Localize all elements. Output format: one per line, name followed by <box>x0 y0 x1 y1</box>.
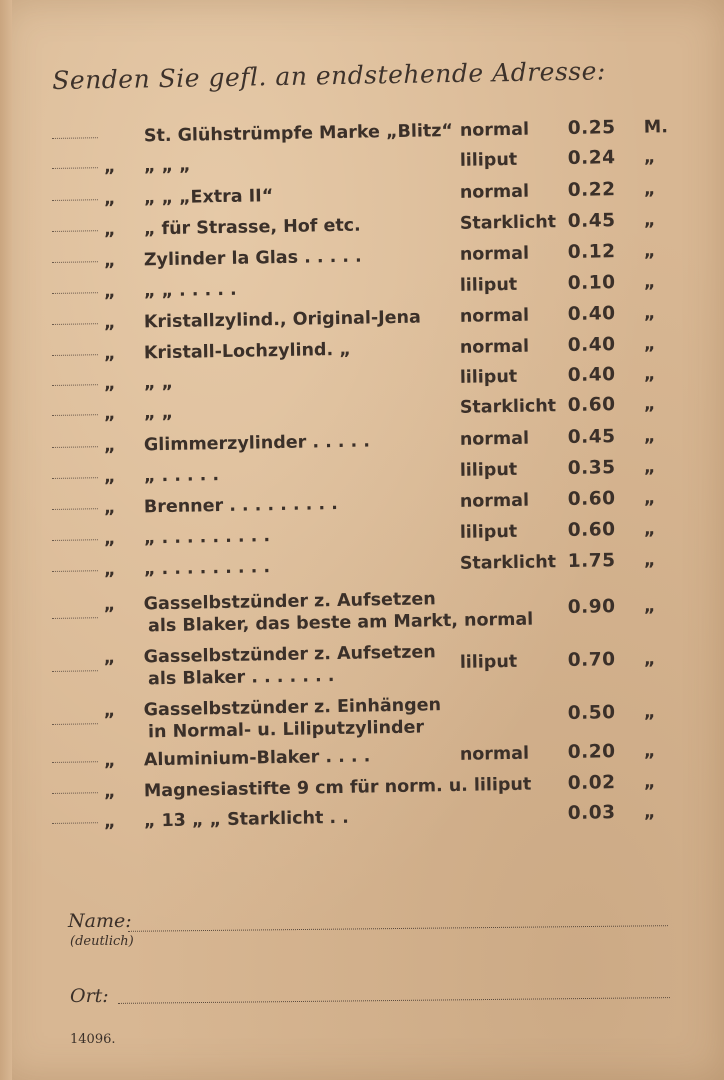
ditto-mark: „ <box>103 435 116 457</box>
item-variant: normal <box>459 243 530 265</box>
item-price: 0.24 <box>567 147 616 169</box>
price-unit: „ <box>643 702 656 723</box>
item-description: „ für Strasse, Hof etc. <box>143 215 361 240</box>
item-description: Glimmerzylinder . . . . . <box>143 431 371 456</box>
item-price: 0.70 <box>567 649 616 671</box>
ditto-mark: „ <box>103 188 116 210</box>
ditto-mark: „ <box>103 312 116 334</box>
ditto-mark: „ <box>103 373 116 395</box>
item-variant: liliput <box>459 651 518 673</box>
item-variant: Starklicht <box>459 552 557 574</box>
ditto-mark: „ <box>103 528 116 550</box>
card-edge <box>0 0 12 1080</box>
item-description-continued: als Blaker . . . . . . . <box>147 666 335 690</box>
item-description-continued: in Normal- u. Liliputzylinder <box>147 717 425 743</box>
item-description: „ . . . . . . . . . <box>143 526 271 549</box>
item-description: St. Glühstrümpfe Marke „Blitz“ <box>143 121 454 147</box>
quantity-field[interactable] <box>52 230 98 232</box>
item-variant: Starklicht <box>459 396 557 418</box>
quantity-field[interactable] <box>52 414 98 416</box>
item-price: 0.22 <box>567 179 616 201</box>
price-unit: M. <box>643 117 669 138</box>
item-variant: Starklicht <box>459 212 557 234</box>
item-price: 0.12 <box>567 241 616 263</box>
quantity-field[interactable] <box>52 167 98 169</box>
quantity-field[interactable] <box>52 292 98 294</box>
price-unit: „ <box>643 334 656 355</box>
quantity-field[interactable] <box>52 670 98 672</box>
ditto-mark: „ <box>103 343 116 365</box>
item-variant: liliput <box>459 366 518 388</box>
item-description: Gasselbstzünder z. Einhängen <box>143 695 442 721</box>
ditto-mark: „ <box>103 156 116 178</box>
price-unit: „ <box>643 303 656 324</box>
item-description: „ „ „Extra II“ <box>143 186 274 209</box>
item-price: 0.60 <box>567 394 616 416</box>
order-row <box>52 638 673 701</box>
quantity-field[interactable] <box>52 508 98 510</box>
item-variant: normal <box>459 428 530 450</box>
price-unit: „ <box>643 649 656 670</box>
order-row <box>52 585 673 648</box>
name-label: Name: <box>68 910 132 932</box>
item-price: 0.40 <box>567 334 616 356</box>
item-description: Gasselbstzünder z. Aufsetzen <box>143 642 436 668</box>
price-unit: „ <box>643 519 656 540</box>
item-variant: liliput <box>459 149 518 171</box>
price-unit: „ <box>643 272 656 293</box>
price-unit: „ <box>643 147 656 168</box>
item-description: Kristall-Lochzylind. „ <box>143 339 351 364</box>
quantity-field[interactable] <box>52 539 98 541</box>
quantity-field[interactable] <box>52 384 98 386</box>
ditto-mark: „ <box>103 559 116 581</box>
item-price: 0.02 <box>567 772 616 794</box>
place-field[interactable] <box>118 997 670 1004</box>
item-variant: normal <box>459 743 530 765</box>
price-unit: „ <box>643 364 656 385</box>
item-description: „ . . . . . . . . . <box>143 557 271 580</box>
ditto-mark: „ <box>103 700 116 722</box>
price-unit: „ <box>643 488 656 509</box>
price-unit: „ <box>643 241 656 262</box>
item-price: 0.40 <box>567 364 616 386</box>
quantity-field[interactable] <box>52 137 98 139</box>
ditto-mark: „ <box>103 466 116 488</box>
item-variant: normal <box>459 336 530 358</box>
item-price: 0.45 <box>567 210 616 232</box>
item-price: 0.45 <box>567 426 616 448</box>
quantity-field[interactable] <box>52 792 98 794</box>
quantity-field[interactable] <box>52 723 98 725</box>
quantity-field[interactable] <box>52 477 98 479</box>
quantity-field[interactable] <box>52 617 98 619</box>
quantity-field[interactable] <box>52 261 98 263</box>
price-unit: „ <box>643 179 656 200</box>
item-price: 0.20 <box>567 741 616 763</box>
quantity-field[interactable] <box>52 323 98 325</box>
item-price: 0.25 <box>567 117 616 139</box>
ditto-mark: „ <box>103 403 116 425</box>
item-variant: normal <box>459 181 530 203</box>
item-description: „ 13 „ „ Starklicht . . <box>143 807 349 832</box>
quantity-field[interactable] <box>52 354 98 356</box>
item-price: 0.60 <box>567 488 616 510</box>
item-description: Kristallzylind., Original-Jena <box>143 307 421 333</box>
item-price: 0.03 <box>567 802 616 824</box>
item-description: „ „ „ <box>143 155 191 177</box>
item-price: 0.10 <box>567 272 616 294</box>
ditto-mark: „ <box>103 647 116 669</box>
item-price: 0.40 <box>567 303 616 325</box>
quantity-field[interactable] <box>52 446 98 448</box>
name-field[interactable] <box>128 925 668 932</box>
price-unit: „ <box>643 394 656 415</box>
item-description: Brenner . . . . . . . . . <box>143 494 338 518</box>
price-unit: „ <box>643 550 656 571</box>
item-variant: normal <box>459 119 530 141</box>
price-unit: „ <box>643 772 656 793</box>
item-description-continued: als Blaker, das beste am Markt, normal <box>147 609 534 637</box>
ditto-mark: „ <box>103 219 116 241</box>
name-sublabel: (deutlich) <box>70 934 134 949</box>
price-unit: „ <box>643 741 656 762</box>
price-unit: „ <box>643 802 656 823</box>
item-variant: liliput <box>459 521 518 543</box>
item-price: 0.60 <box>567 519 616 541</box>
item-description: Zylinder la Glas . . . . . <box>143 246 362 271</box>
quantity-field[interactable] <box>52 822 98 824</box>
quantity-field[interactable] <box>52 199 98 201</box>
item-variant: normal <box>459 490 530 512</box>
ditto-mark: „ <box>103 750 116 772</box>
quantity-field[interactable] <box>52 761 98 763</box>
quantity-field[interactable] <box>52 570 98 572</box>
item-description: „ „ <box>143 402 174 424</box>
item-description: Magnesiastifte 9 cm für norm. u. liliput <box>143 774 532 802</box>
item-description: „ . . . . . <box>143 465 220 487</box>
item-price: 0.90 <box>567 596 616 618</box>
ditto-mark: „ <box>103 594 116 616</box>
price-unit: „ <box>643 426 656 447</box>
price-unit: „ <box>643 210 656 231</box>
item-description: „ „ . . . . . <box>143 279 237 302</box>
ditto-mark: „ <box>103 250 116 272</box>
item-price: 0.50 <box>567 702 616 724</box>
ditto-mark: „ <box>103 781 116 803</box>
item-variant: normal <box>459 305 530 327</box>
form-number: 14096. <box>70 1032 116 1047</box>
item-price: 0.35 <box>567 457 616 479</box>
ditto-mark: „ <box>103 497 116 519</box>
place-label: Ort: <box>70 985 109 1007</box>
page-heading: Senden Sie gefl. an endstehende Adresse: <box>52 56 607 95</box>
item-variant: liliput <box>459 274 518 296</box>
ditto-mark: „ <box>103 811 116 833</box>
ditto-mark: „ <box>103 281 116 303</box>
price-unit: „ <box>643 457 656 478</box>
item-description: „ „ <box>143 372 174 394</box>
item-variant: liliput <box>459 459 518 481</box>
item-price: 1.75 <box>567 550 616 572</box>
price-unit: „ <box>643 596 656 617</box>
item-description: Aluminium-Blaker . . . . <box>143 746 371 771</box>
item-description: Gasselbstzünder z. Aufsetzen <box>143 589 436 615</box>
